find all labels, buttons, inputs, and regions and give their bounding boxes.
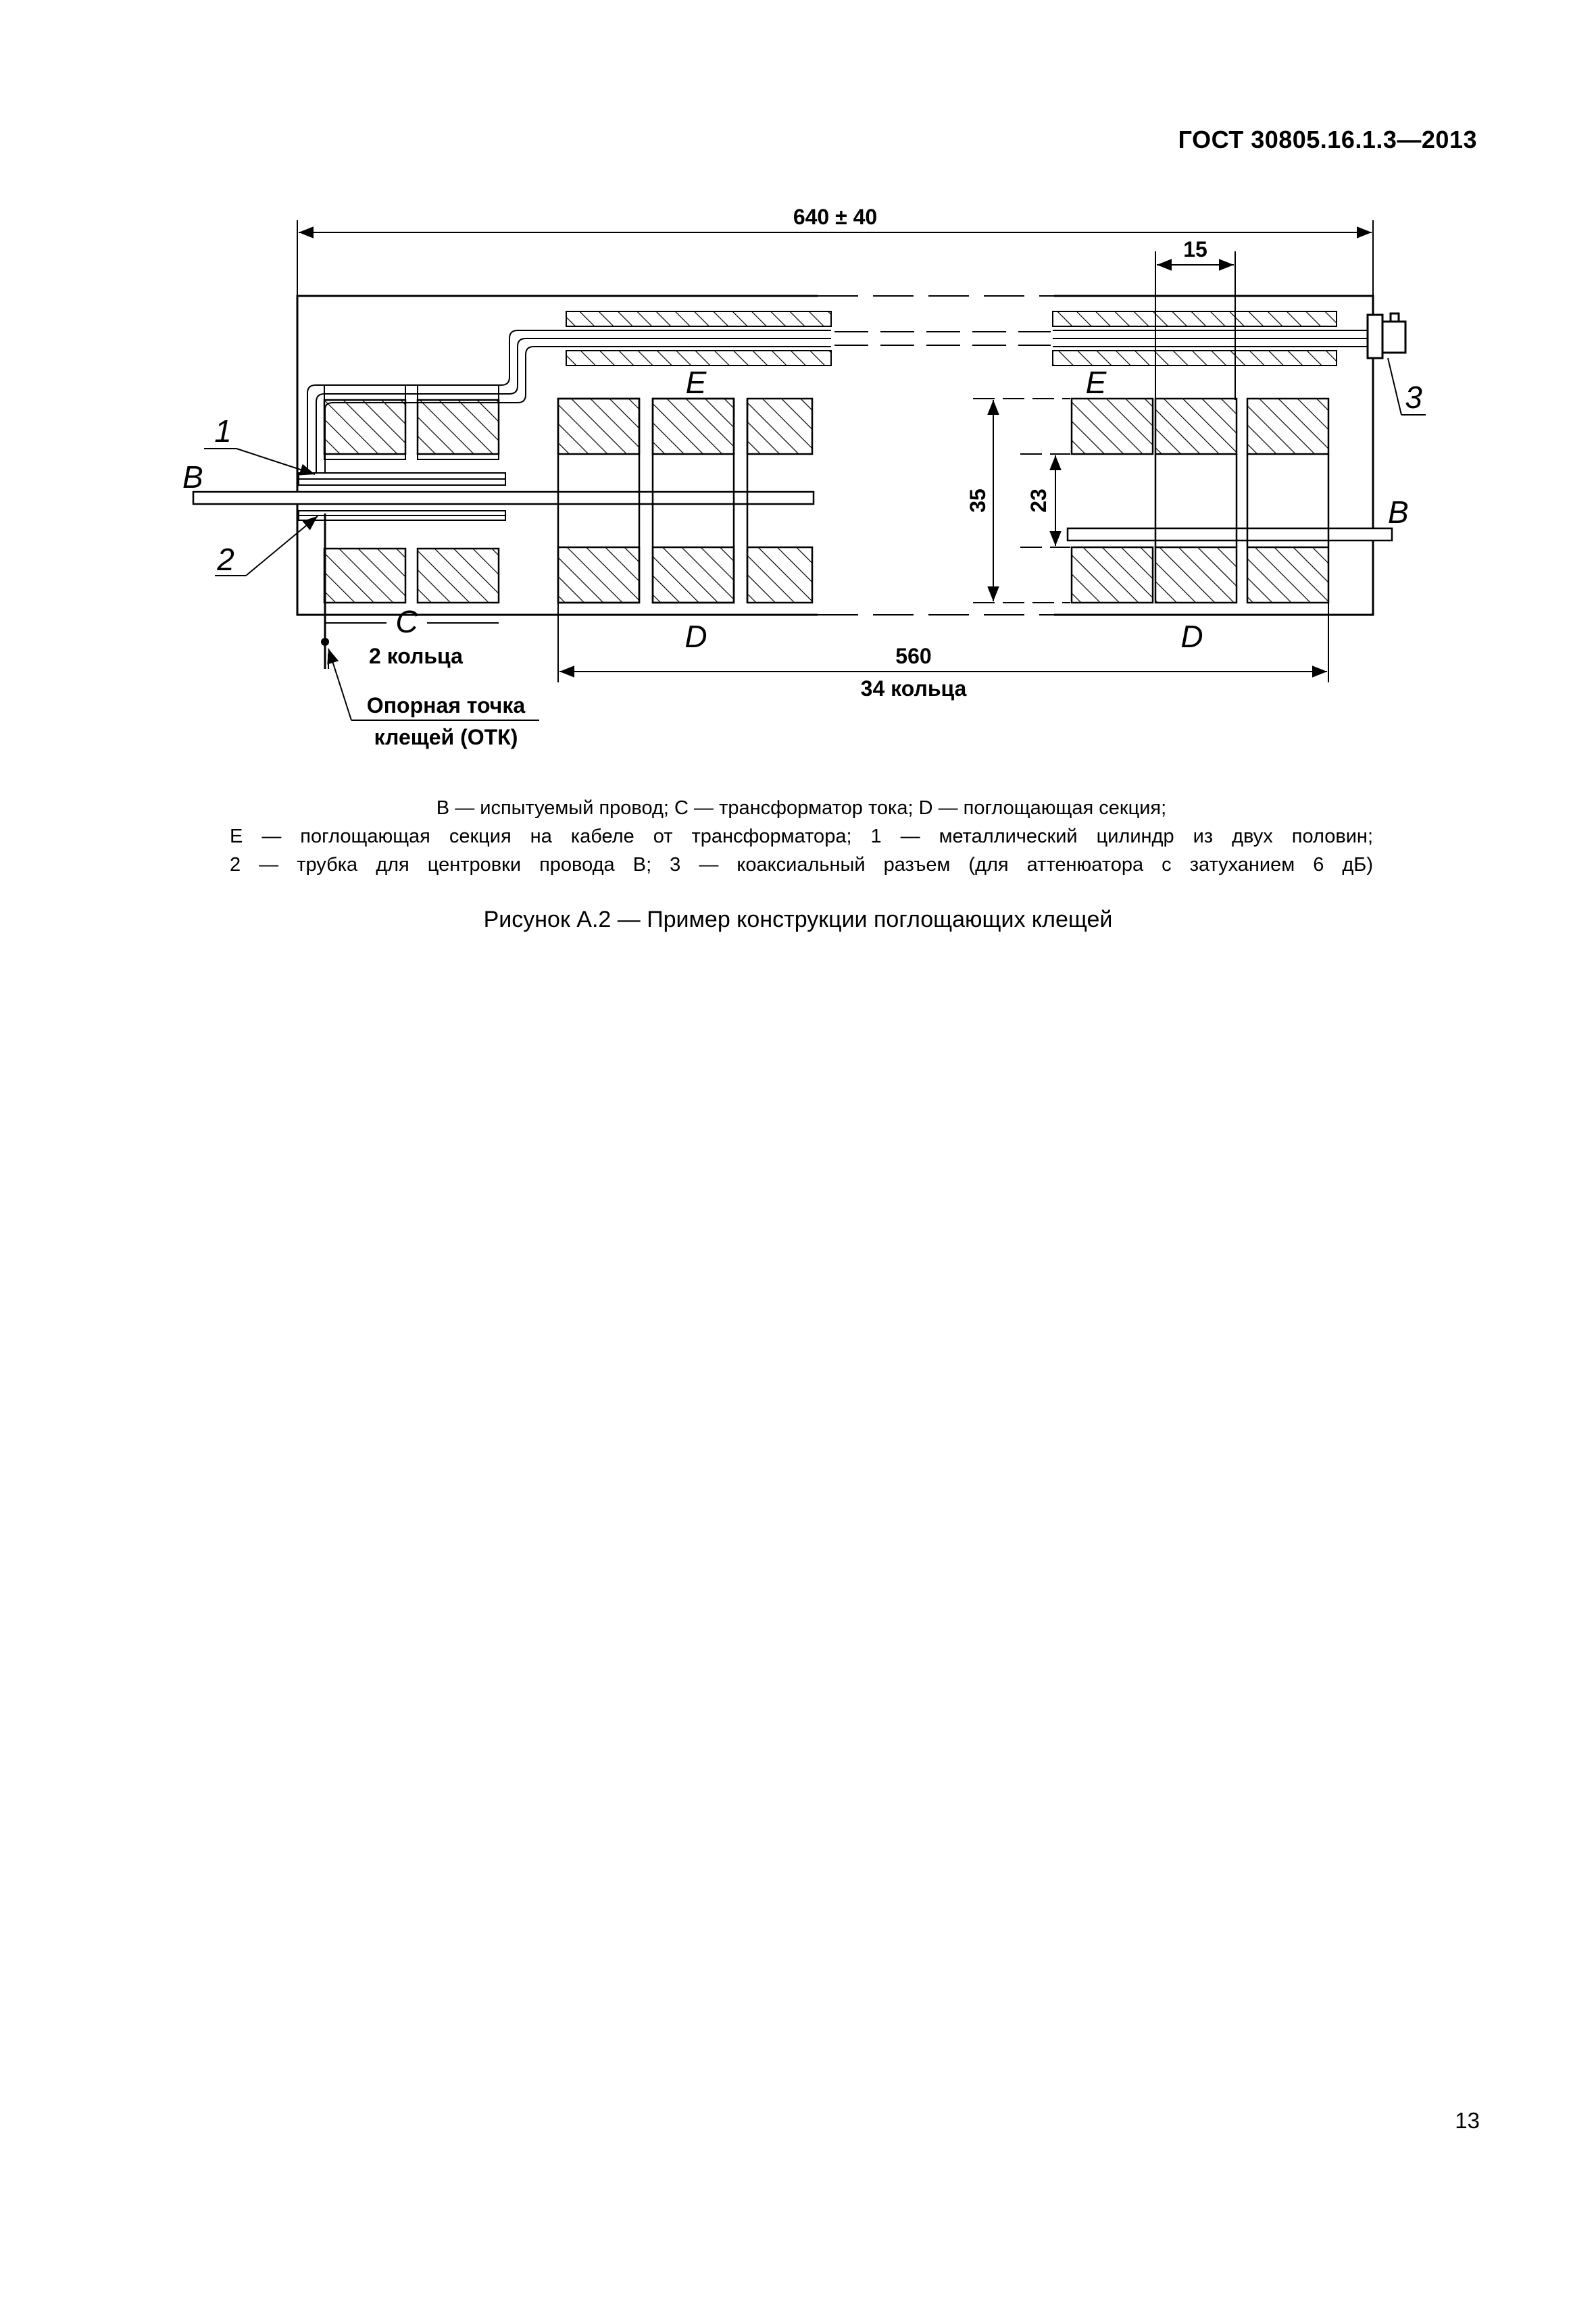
label-1: 1: [214, 413, 232, 449]
otk-label-line2: клещей (ОТК): [374, 725, 518, 749]
label-E-left: E: [685, 365, 707, 400]
dim-height-23-label: 23: [1026, 488, 1051, 513]
legend-line-3: 2 — трубка для центровки провода B; 3 — коаксиальный разъем (для аттенюатора с затуханием 6 дБ): [230, 854, 1373, 876]
label-C: C: [395, 604, 418, 639]
dim-overall-label: 640 ± 40: [793, 205, 878, 229]
figure-legend: [230, 794, 1373, 879]
clamp-drawing: [0, 0, 1596, 757]
label-E-right: E: [1085, 365, 1107, 400]
legend-line-2: E — поглощающая секция на кабеле от трансформатора; 1 — металлический цилиндр из двух половин;: [230, 826, 1373, 847]
page-number: 13: [1455, 2108, 1480, 2133]
c-bracket: [324, 604, 499, 668]
leader-3: [1388, 358, 1426, 415]
document-code: ГОСТ 30805.16.1.3—2013: [1178, 126, 1477, 153]
otk-label-line1: Опорная точка: [366, 693, 526, 718]
label-D-right: D: [1180, 619, 1203, 654]
dimension-overall: [297, 205, 1373, 296]
dim-560-label: 560: [895, 644, 932, 668]
connector-3: [1368, 313, 1405, 358]
dim-ring-width-label: 15: [1183, 237, 1207, 261]
leader-2: [215, 516, 318, 577]
dimension-heights: [966, 399, 1070, 603]
label-3: 3: [1405, 380, 1422, 415]
dim-34-rings-label: 34 кольца: [860, 676, 967, 701]
label-B-left: B: [182, 459, 203, 495]
wire-B-right: [1068, 528, 1392, 540]
label-B-right: B: [1388, 495, 1409, 530]
wire-B-left: [193, 492, 814, 504]
dim-height-35-label: 35: [966, 488, 990, 513]
label-2: 2: [217, 542, 234, 577]
label-D-left: D: [684, 619, 707, 654]
absorbing-section-D-right: [1072, 399, 1328, 603]
dim-2-rings-label: 2 кольца: [369, 644, 463, 668]
legend-line-1: B — испытуемый провод; C — трансформатор тока; D — поглощающая секция;: [436, 797, 1167, 819]
figure-caption: Рисунок А.2 — Пример конструкции поглощающих клещей: [483, 907, 1113, 932]
